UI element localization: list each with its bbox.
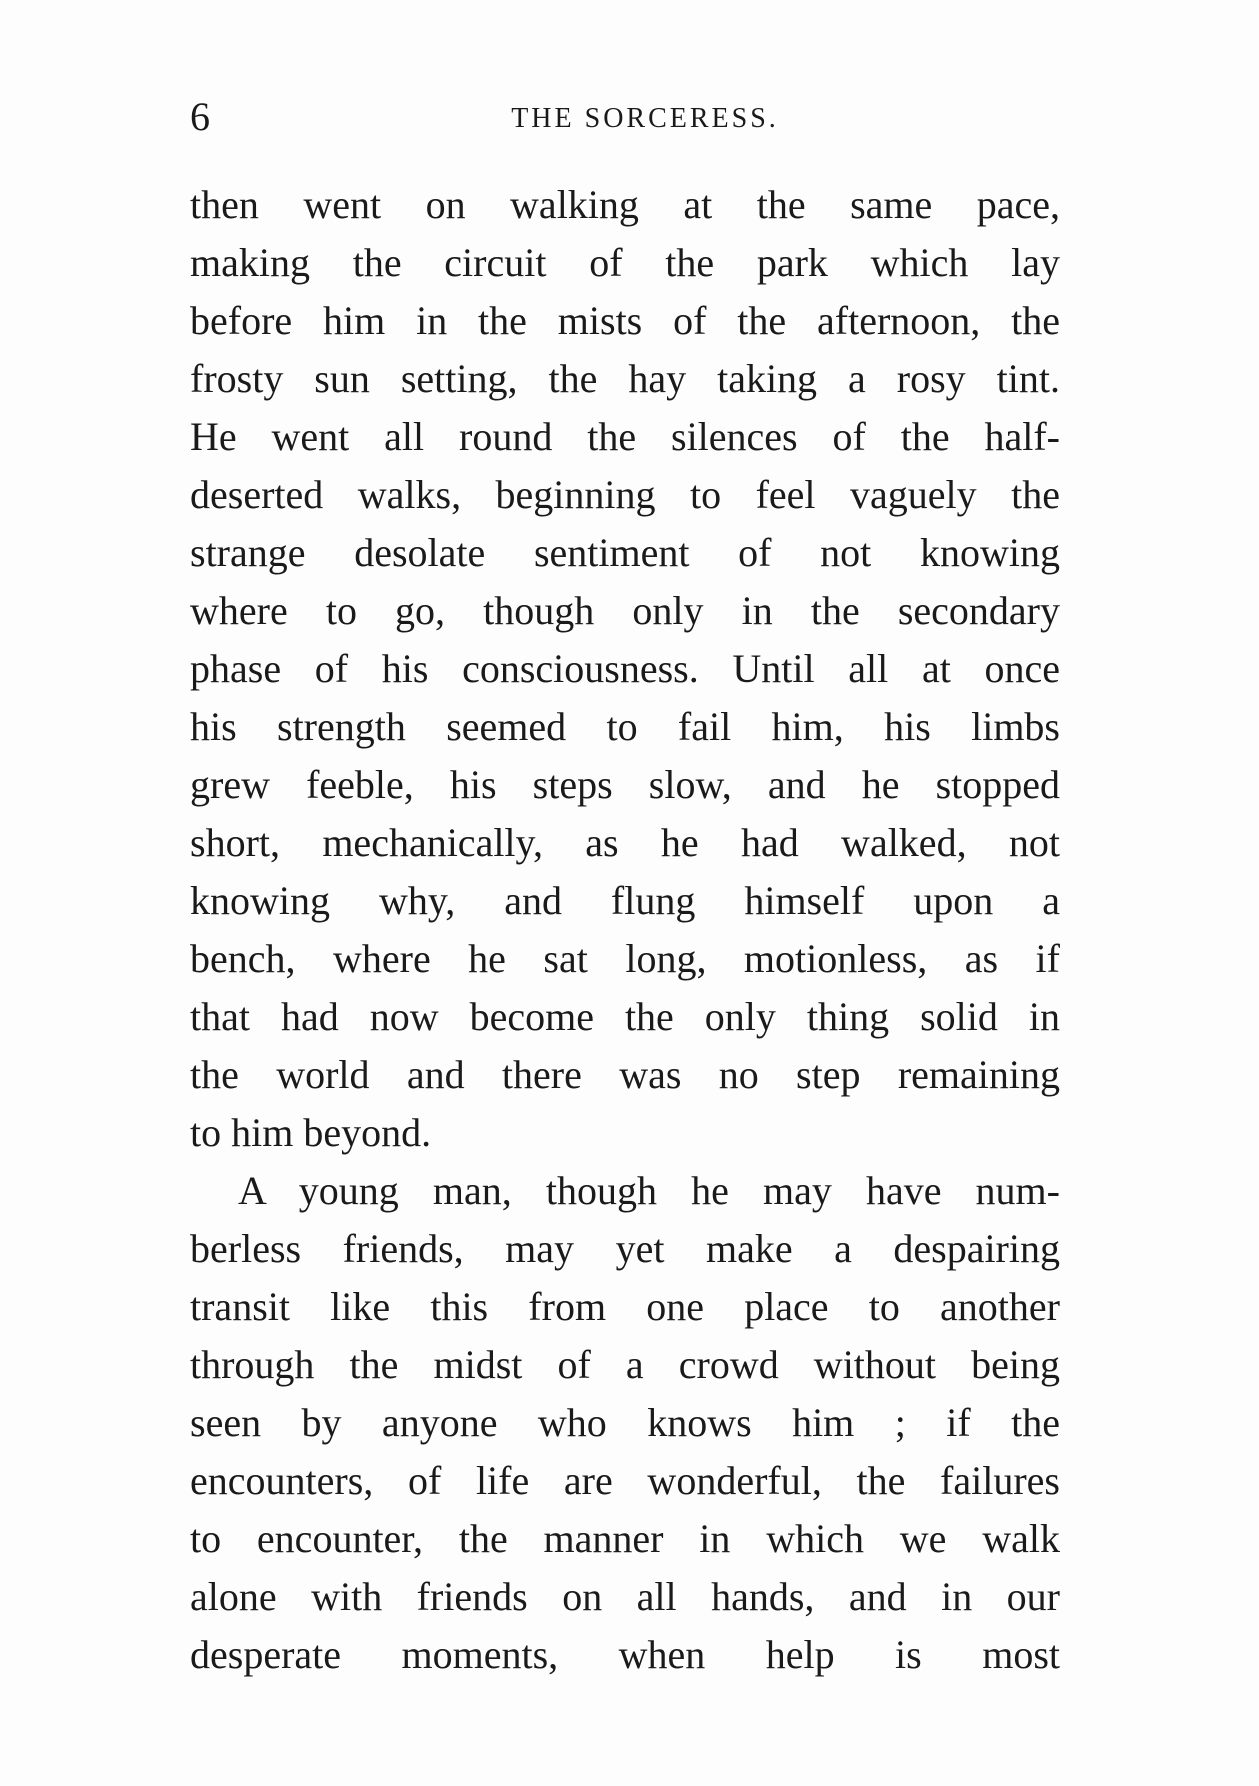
text-line: frosty sun setting, the hay taking a rosy tint. <box>190 356 1060 401</box>
text-line: bench, where he sat long, motionless, as if <box>190 936 1060 981</box>
running-title: THE SORCERESS. <box>511 103 779 134</box>
text-line: that had now become the only thing solid in <box>190 994 1060 1039</box>
page-number: 6 <box>190 94 210 139</box>
text-line: encounters, of life are wonderful, the failures <box>190 1458 1060 1503</box>
paragraph-2 <box>190 1162 1060 1684</box>
text-line: transit like this from one place to another <box>190 1284 1060 1329</box>
text-line: berless friends, may yet make a despairing <box>190 1226 1060 1271</box>
text-line: desperate moments, when help is most <box>190 1632 1060 1677</box>
text-line: knowing why, and flung himself upon a <box>190 878 1060 923</box>
text-line: through the midst of a crowd without being <box>190 1342 1060 1387</box>
text-line: strange desolate sentiment of not knowing <box>190 530 1060 575</box>
text-line: phase of his consciousness. Until all at once <box>190 646 1060 691</box>
paragraph-1 <box>190 176 1060 1162</box>
text-line: where to go, though only in the secondary <box>190 588 1060 633</box>
text-line: grew feeble, his steps slow, and he stopped <box>190 762 1060 807</box>
text-line: the world and there was no step remaining <box>190 1052 1060 1097</box>
text-line: He went all round the silences of the half- <box>190 414 1060 459</box>
text-line: making the circuit of the park which lay <box>190 240 1060 285</box>
text-line: short, mechanically, as he had walked, not <box>190 820 1060 865</box>
text-line: A young man, though he may have num- <box>238 1168 1060 1213</box>
running-head <box>190 92 1060 142</box>
text-line: seen by anyone who knows him ; if the <box>190 1400 1060 1445</box>
body-text <box>190 176 1060 1684</box>
text-line: to him beyond. <box>190 1110 432 1155</box>
text-line: alone with friends on all hands, and in our <box>190 1574 1060 1619</box>
text-line: his strength seemed to fail him, his limbs <box>190 704 1060 749</box>
text-line: before him in the mists of the afternoon, the <box>190 298 1060 343</box>
text-line: deserted walks, beginning to feel vaguely the <box>190 472 1060 517</box>
text-line: to encounter, the manner in which we walk <box>190 1516 1060 1561</box>
text-line: then went on walking at the same pace, <box>190 182 1060 227</box>
